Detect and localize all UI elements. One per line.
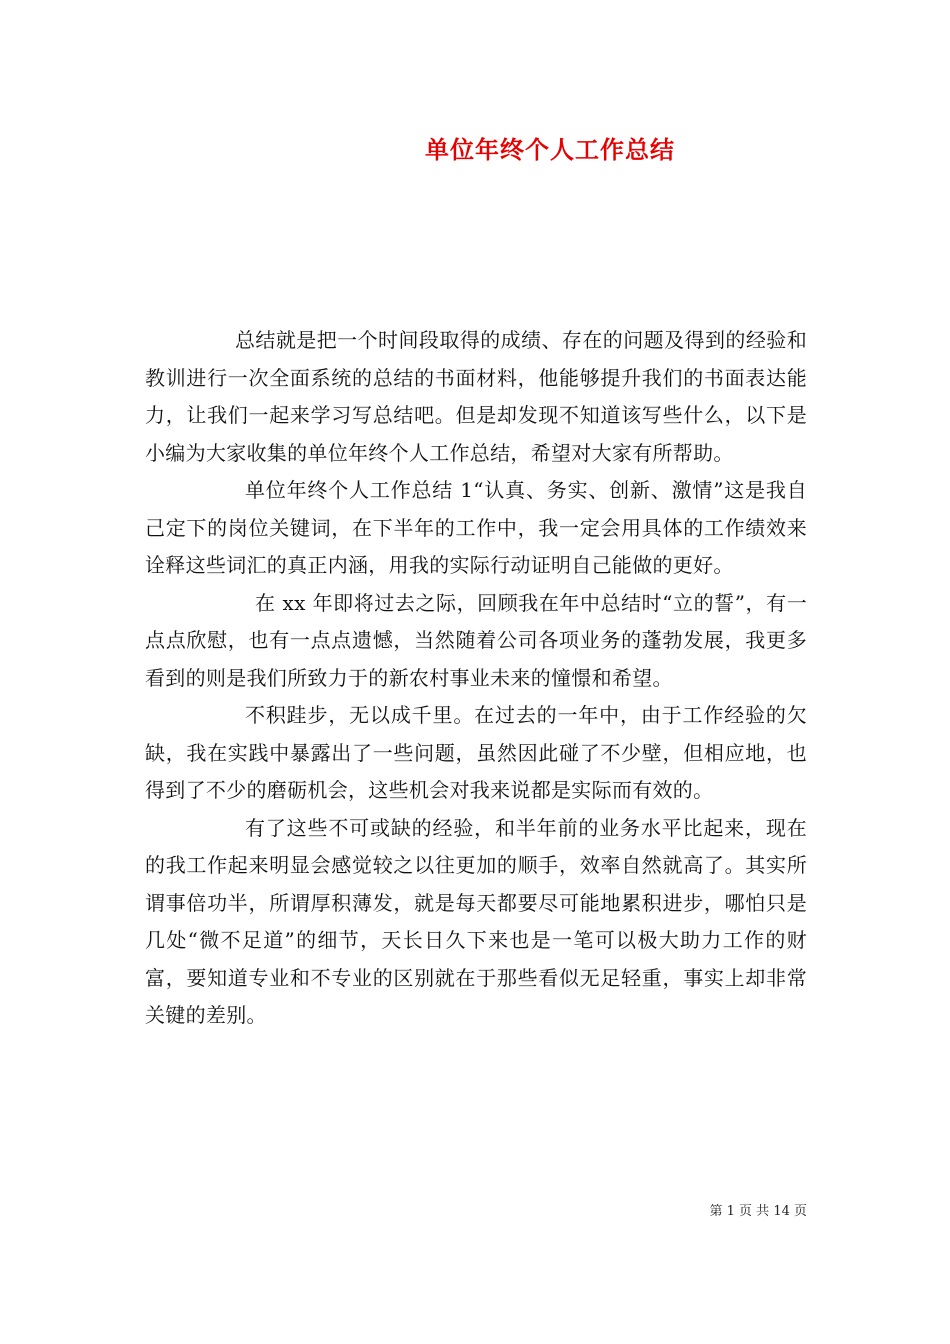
paragraph-review: 在 xx 年即将过去之际，回顾我在年中总结时“立的誓”，有一点点欣慰，也有一点点遗憾，当然随着公司各项业务的蓬勃发展，我更多看到的则是我们所致力于的新农村事业未来的憧憬和希望。 — [145, 590, 807, 690]
page-number-footer: 第 1 页 共 14 页 — [709, 1204, 807, 1219]
paragraph-intro: 总结就是把一个时间段取得的成绩、存在的问题及得到的经验和教训进行一次全面系统的总结的书面材料，他能够提升我们的书面表达能力，让我们一起来学习写总结吧。但是却发现不知道该写些什么，以下是小编为大家收集的单位年终个人工作总结，希望对大家有所帮助。 — [145, 328, 807, 465]
document-title: 单位年终个人工作总结 — [425, 135, 675, 164]
paragraph-experience: 不积跬步，无以成千里。在过去的一年中，由于工作经验的欠缺，我在实践中暴露出了一些问题，虽然因此碰了不少壁，但相应地，也得到了不少的磨砺机会，这些机会对我来说都是实际而有效的。 — [145, 703, 807, 802]
paragraph-progress: 有了这些不可或缺的经验，和半年前的业务水平比起来，现在的我工作起来明显会感觉较之以往更加的顺手，效率自然就高了。其实所谓事倍功半，所谓厚积薄发，就是每天都要尽可能地累积进步，哪怕只是几处“微不足道”的细节，天长日久下来也是一笔可以极大助力工作的财富，要知道专业和不专业的区别就在于那些看似无足轻重，事实上却非常关键的差别。 — [145, 815, 807, 1027]
document-body — [145, 322, 807, 1035]
paragraph-keywords: 单位年终个人工作总结 1“认真、务实、创新、激情”这是我自己定下的岗位关键词，在下半年的工作中，我一定会用具体的工作绩效来诠释这些词汇的真正内涵，用我的实际行动证明自己能做的更好。 — [145, 478, 807, 577]
